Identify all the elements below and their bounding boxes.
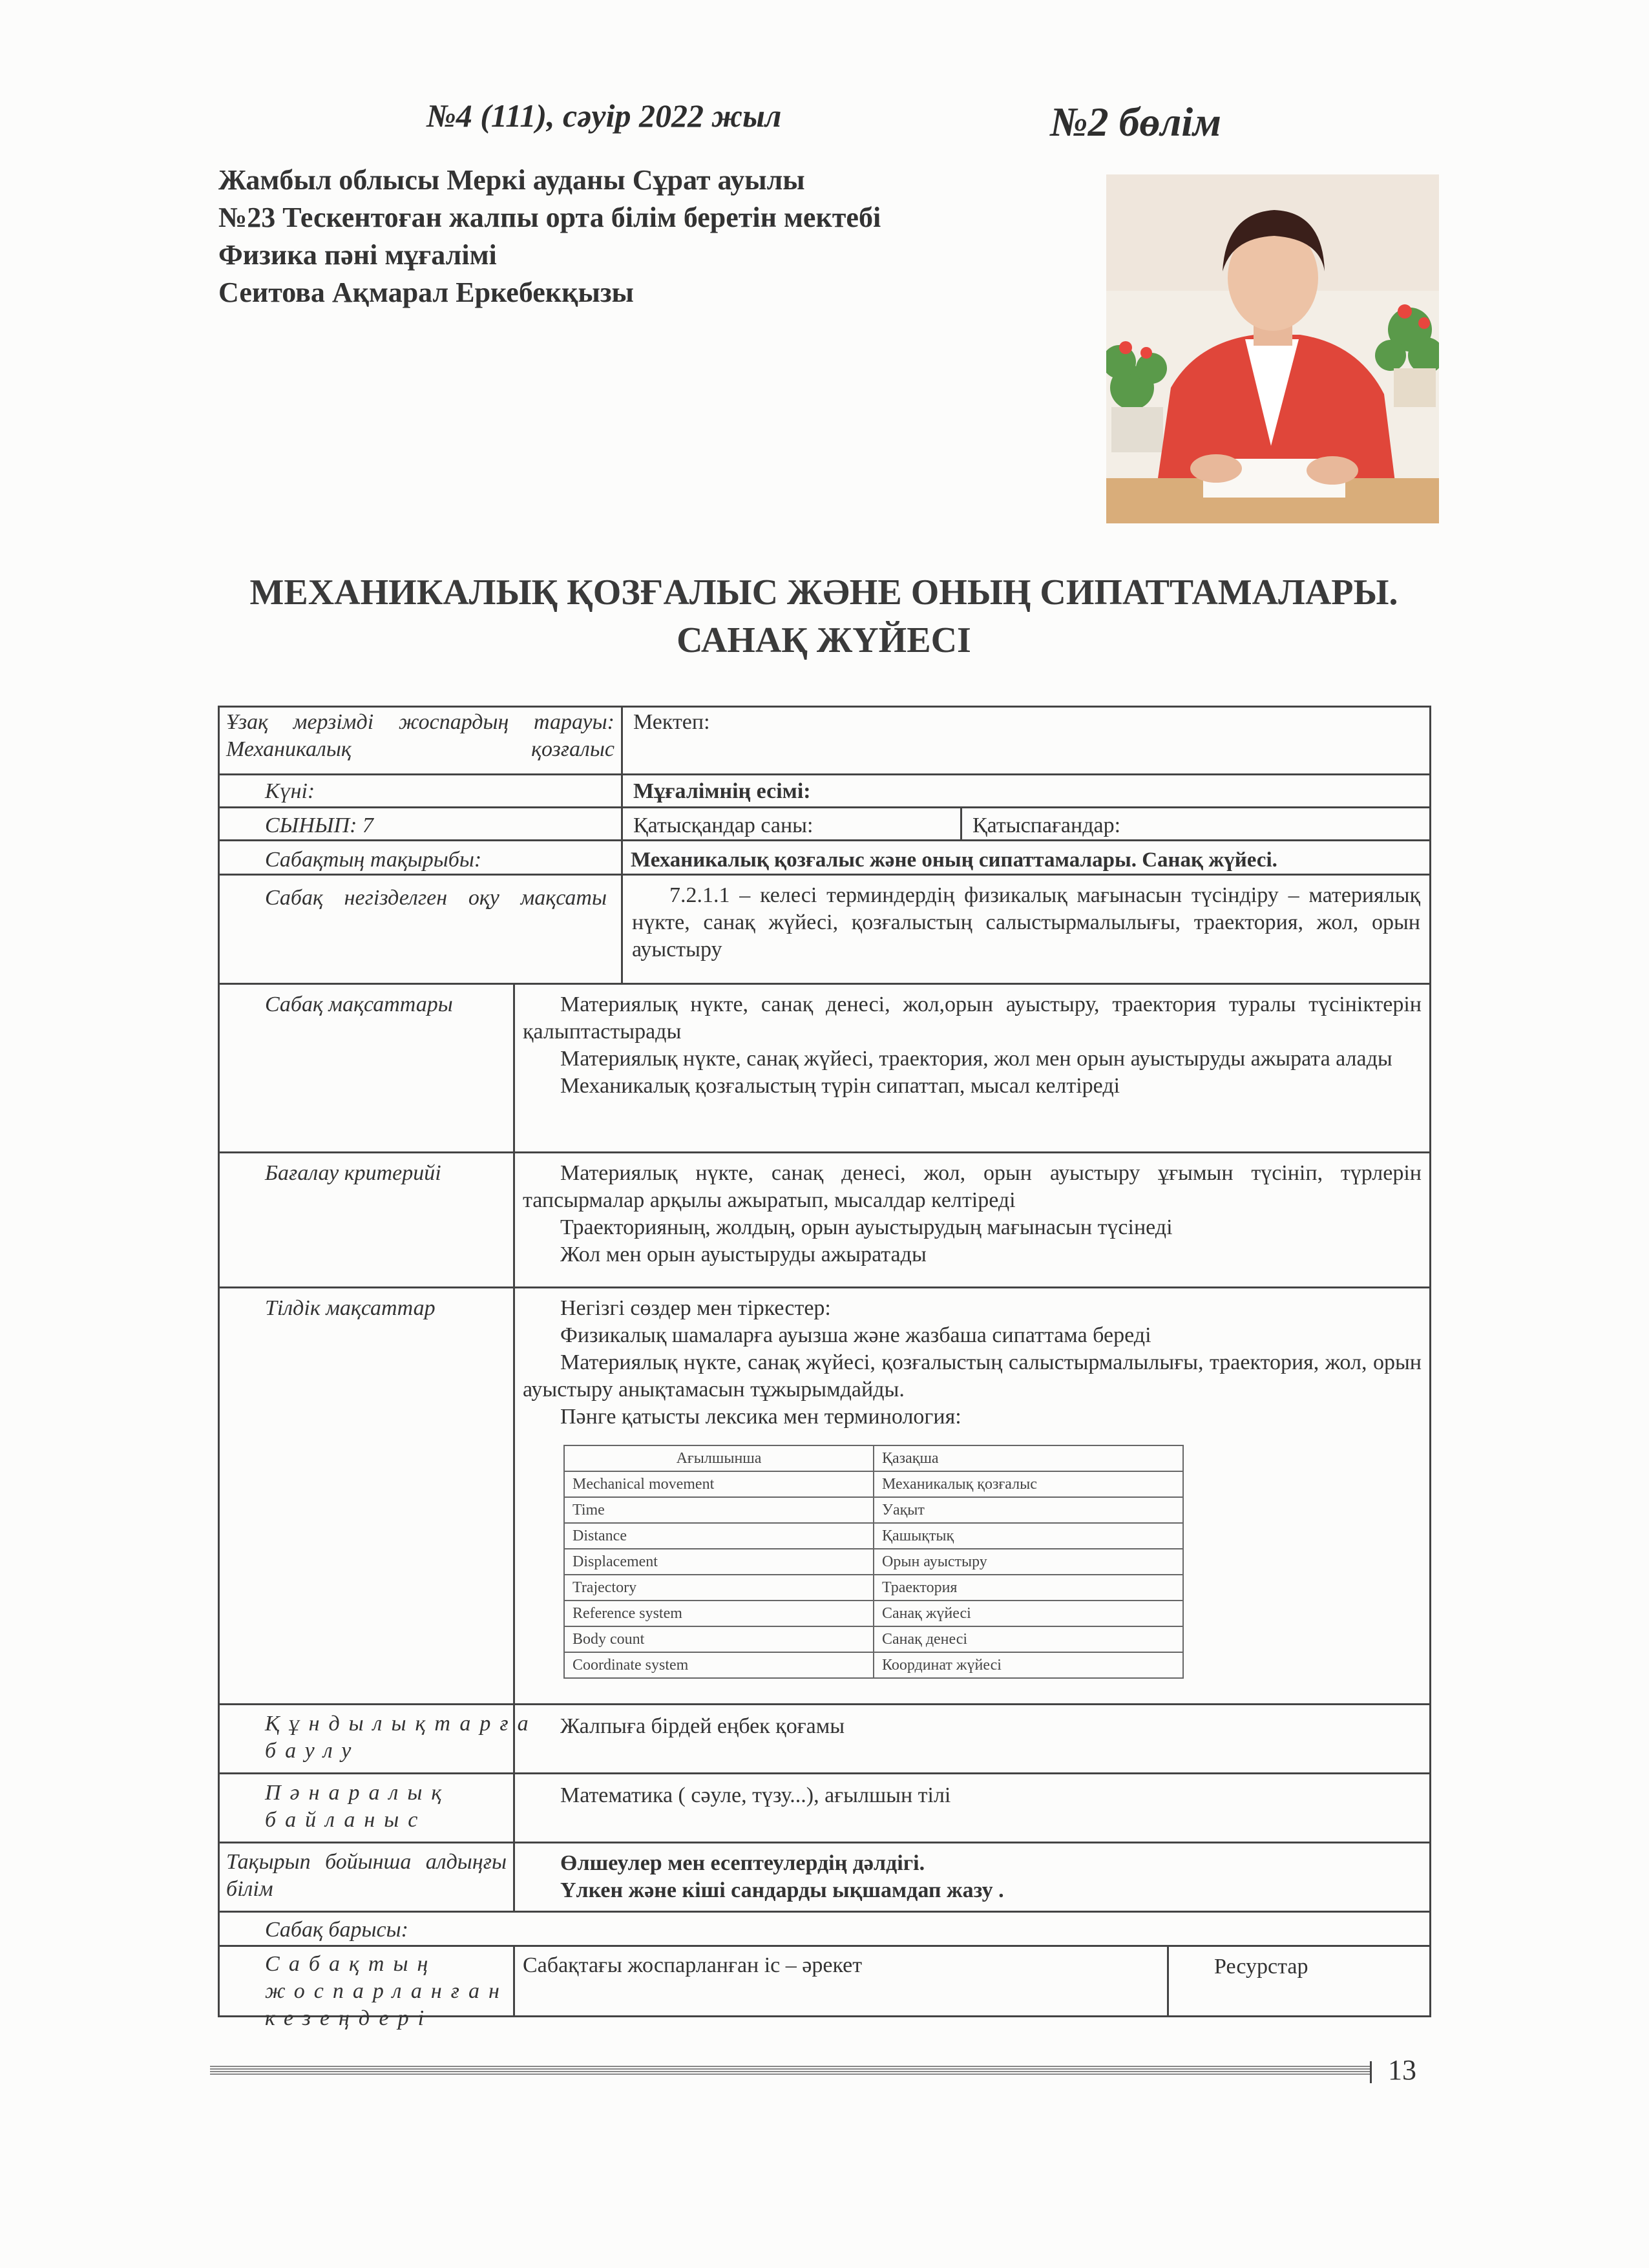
vocabulary-term-en: Distance [564,1523,874,1549]
vocabulary-term-en: Trajectory [564,1575,874,1601]
vocabulary-table [563,1445,1184,1679]
prior-knowledge-2: Үлкен және кіші сандарды ықшамдап жазу . [560,1878,1004,1902]
vocabulary-term-en: Reference system [564,1601,874,1626]
assessment-3: Жол мен орын ауыстыруды ажыратады [560,1243,927,1266]
vocabulary-row [564,1626,1183,1652]
cell-planned-activity: Сабақтағы жоспарланған іс – әрекет [513,1945,1169,2017]
cell-values: Жалпыға бірдей еңбек қоғамы [513,1703,1431,1774]
planned-stages-label-text: Сабақтың жоспарланған кезеңдері [265,1952,509,2030]
assessment-2: Траекторияның, жолдың, орын ауыстырудың мағынасын түсінеді [560,1215,1173,1239]
article-title [194,569,1454,664]
language-goal-4: Пәнге қатысты лексика мен терминология: [560,1405,961,1429]
cell-date-label: Күні: [218,773,623,808]
cell-assessment [513,1151,1431,1288]
author-position: Физика пәні мұғалімі [218,239,497,271]
author-photo [1106,174,1439,523]
assessment-1: Материялық нүкте, санақ денесі, жол, орын ауыстыру ұғымын түсініп, түрлерін тапсырмалар арқылы ажыратып, мысалдар келтіреді [523,1161,1422,1212]
cell-lesson-goals-label: Сабақ мақсаттары [218,983,515,1153]
vocabulary-term-en: Coordinate system [564,1652,874,1678]
language-goal-3: Материялық нүкте, санақ жүйесі, қозғалыстың салыстырмалылығы, траектория, жол, орын ауыстыру анықтамасын тұжырымдайды. [523,1350,1422,1402]
cell-interdisciplinary-label [218,1772,515,1843]
cell-lesson-goals [513,983,1431,1153]
author-block [218,162,881,311]
vocabulary-term-en: Mechanical movement [564,1471,874,1497]
cell-topic: Механикалық қозғалыс және оның сипаттамалары. Санақ жүйесі. [621,839,1431,876]
lesson-goal-1: Материялық нүкте, санақ денесі, жол,орын ауыстыру, траектория туралы түсініктерін қалыптастырады [523,992,1422,1044]
vocabulary-row [564,1575,1183,1601]
issue-label: №4 (111), сәуір 2022 жыл [426,98,782,134]
title-line-1: МЕХАНИКАЛЫҚ ҚОЗҒАЛЫС ЖӘНЕ ОНЫҢ СИПАТТАМАЛАРЫ. [249,572,1398,613]
vocabulary-row [564,1471,1183,1497]
cell-lesson-progress-label: Сабақ барысы: [218,1911,1431,1947]
cell-resources: Ресурстар [1167,1945,1431,2017]
cell-assessment-label: Бағалау критерийі [218,1151,515,1288]
cell-language-goals-label: Тілдік мақсаттар [218,1286,515,1705]
vocabulary-term-en: Body count [564,1626,874,1652]
vocabulary-term-kz: Траектория [874,1575,1183,1601]
cell-planned-stages-label [218,1945,515,2030]
cell-prior-knowledge [513,1842,1431,1913]
vocabulary-term-kz: Координат жүйесі [874,1652,1183,1678]
vocabulary-row [564,1652,1183,1678]
vocabulary-row [564,1523,1183,1549]
language-goal-1: Негізгі сөздер мен тіркестер: [560,1296,831,1320]
cell-long-term-plan-label: Ұзақ мерзімді жоспардың тарауы: Механикалық қозғалыс [218,706,623,775]
cell-learning-objective-label: Сабақ негізделген оқу мақсаты [218,874,623,985]
cell-teacher-name: Мұғалімнің есімі: [621,773,1431,808]
footer-rule [210,2066,1370,2076]
values-label-text: Құндылықтарға баулу [265,1712,538,1763]
interdisciplinary-label-text: Пәнаралық байланыс [265,1781,451,1832]
author-school: №23 Тескентоған жалпы орта білім беретін мектебі [218,202,881,233]
cell-absent-count: Қатыспағандар: [960,806,1431,841]
page-number: 13 [1388,2054,1416,2086]
vocabulary-header-row [564,1445,1183,1471]
vocabulary-term-kz: Санақ денесі [874,1626,1183,1652]
cell-interdisciplinary: Математика ( сәуле, түзу...), ағылшын тілі [513,1772,1431,1843]
learning-objective-text: 7.2.1.1 – келесі терминдердің физикалық мағынасын түсіндіру – материялық нүкте, санақ жүйесі, қозғалыстың салыстырмалылығы, траектория, жол, орын ауыстыру [632,883,1420,961]
vocabulary-term-kz: Санақ жүйесі [874,1601,1183,1626]
vocabulary-term-kz: Қашықтық [874,1523,1183,1549]
vocabulary-term-kz: Орын ауыстыру [874,1549,1183,1575]
vocabulary-row [564,1601,1183,1626]
section-label: №2 бөлім [1050,99,1221,145]
vocabulary-header-kazakh: Қазақша [874,1445,1183,1471]
prior-knowledge-1: Өлшеулер мен есептеулердің дәлдігі. [560,1851,925,1875]
cell-class-label: СЫНЫП: 7 [218,806,623,841]
cell-learning-objective [621,874,1431,985]
cell-topic-label: Сабақтың тақырыбы: [218,839,623,876]
language-goal-2: Физикалық шамаларға ауызша және жазбаша сипаттама береді [560,1323,1151,1347]
author-name: Сеитова Ақмарал Еркебекқызы [218,277,634,308]
cell-school: Мектеп: [621,706,1431,775]
title-line-2: САНАҚ ЖҮЙЕСІ [677,620,971,660]
vocabulary-header-english: Ағылшынша [564,1445,874,1471]
vocabulary-row [564,1497,1183,1523]
vocabulary-term-en: Time [564,1497,874,1523]
cell-values-label [218,1703,538,1774]
footer-divider [1370,2061,1372,2083]
author-location: Жамбыл облысы Меркі ауданы Сұрат ауылы [218,164,805,196]
vocabulary-term-kz: Механикалық қозғалыс [874,1471,1183,1497]
lesson-goal-2: Материялық нүкте, санақ жүйесі, траектория, жол мен орын ауыстыруды ажырата алады [560,1047,1392,1071]
cell-prior-knowledge-label: Тақырып бойынша алдыңғы білім [218,1842,515,1913]
vocabulary-term-kz: Уақыт [874,1497,1183,1523]
vocabulary-row [564,1549,1183,1575]
vocabulary-term-en: Displacement [564,1549,874,1575]
cell-present-count: Қатысқандар саны: [621,806,962,841]
lesson-goal-3: Механикалық қозғалыстың түрін сипаттап, мысал келтіреді [560,1074,1120,1098]
